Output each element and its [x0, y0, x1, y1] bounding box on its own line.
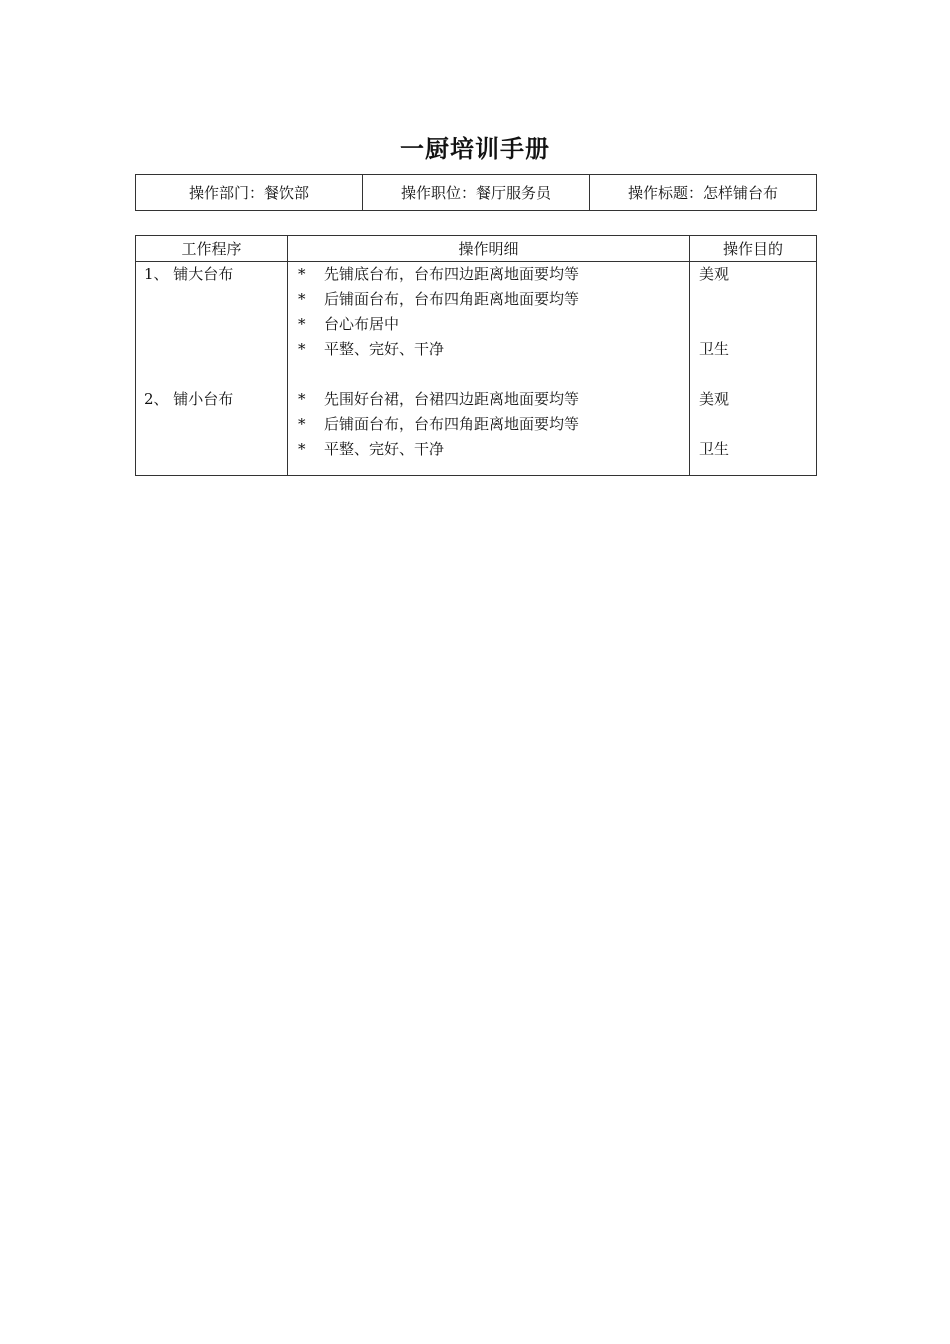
purpose-text: 卫生 — [699, 340, 730, 358]
bullet-star: * — [298, 315, 306, 333]
detail-item — [288, 287, 689, 312]
info-table — [135, 174, 817, 211]
bullet-star: * — [298, 340, 306, 358]
row-spacer — [288, 362, 689, 387]
detail-item — [288, 337, 689, 362]
detail-item — [288, 262, 689, 287]
position-cell: 操作职位：餐厅服务员 — [363, 175, 590, 211]
table-row-step-2 — [136, 387, 817, 476]
purpose-text — [690, 312, 816, 337]
purpose-text — [690, 287, 816, 312]
step-2-purpose-cell — [690, 387, 817, 476]
detail-text: 后铺面台布，台布四角距离地面要均等 — [324, 415, 580, 433]
header-operation-details: 操作明细 — [288, 236, 690, 262]
table-header-row — [136, 236, 817, 262]
bullet-star: * — [298, 415, 306, 433]
purpose-text: 卫生 — [699, 440, 730, 458]
row-tail-spacer — [288, 462, 689, 475]
detail-text: 平整、完好、干净 — [324, 440, 445, 458]
bullet-star: * — [298, 265, 306, 283]
step-1-name: 1、 铺大台布 — [144, 265, 234, 283]
purpose-text: 美观 — [699, 390, 730, 408]
step-2-cell — [136, 387, 288, 476]
detail-text: 平整、完好、干净 — [324, 340, 445, 358]
detail-text: 后铺面台布，台布四角距离地面要均等 — [324, 290, 580, 308]
step-2-details-cell — [288, 387, 690, 476]
detail-text: 先铺底台布，台布四边距离地面要均等 — [324, 265, 580, 283]
step-1-cell — [136, 262, 288, 388]
header-work-procedure: 工作程序 — [136, 236, 288, 262]
header-operation-purpose: 操作目的 — [690, 236, 817, 262]
detail-text: 台心布居中 — [324, 315, 400, 333]
detail-item — [288, 312, 689, 337]
detail-item — [288, 437, 689, 462]
detail-item — [288, 412, 689, 437]
detail-text: 先围好台裙，台裙四边距离地面要均等 — [324, 390, 580, 408]
info-row — [136, 175, 817, 211]
purpose-text — [690, 412, 816, 437]
department-cell: 操作部门：餐饮部 — [136, 175, 363, 211]
step-1-details-cell — [288, 262, 690, 388]
subject-cell: 操作标题：怎样铺台布 — [590, 175, 817, 211]
table-row-step-1 — [136, 262, 817, 388]
purpose-text: 美观 — [699, 265, 730, 283]
step-2-name: 2、 铺小台布 — [144, 390, 234, 408]
step-1-purpose-cell — [690, 262, 817, 388]
bullet-star: * — [298, 440, 306, 458]
bullet-star: * — [298, 290, 306, 308]
document-title: 一厨培训手册 — [400, 134, 550, 163]
detail-item — [288, 387, 689, 412]
bullet-star: * — [298, 390, 306, 408]
procedure-table — [135, 235, 817, 476]
